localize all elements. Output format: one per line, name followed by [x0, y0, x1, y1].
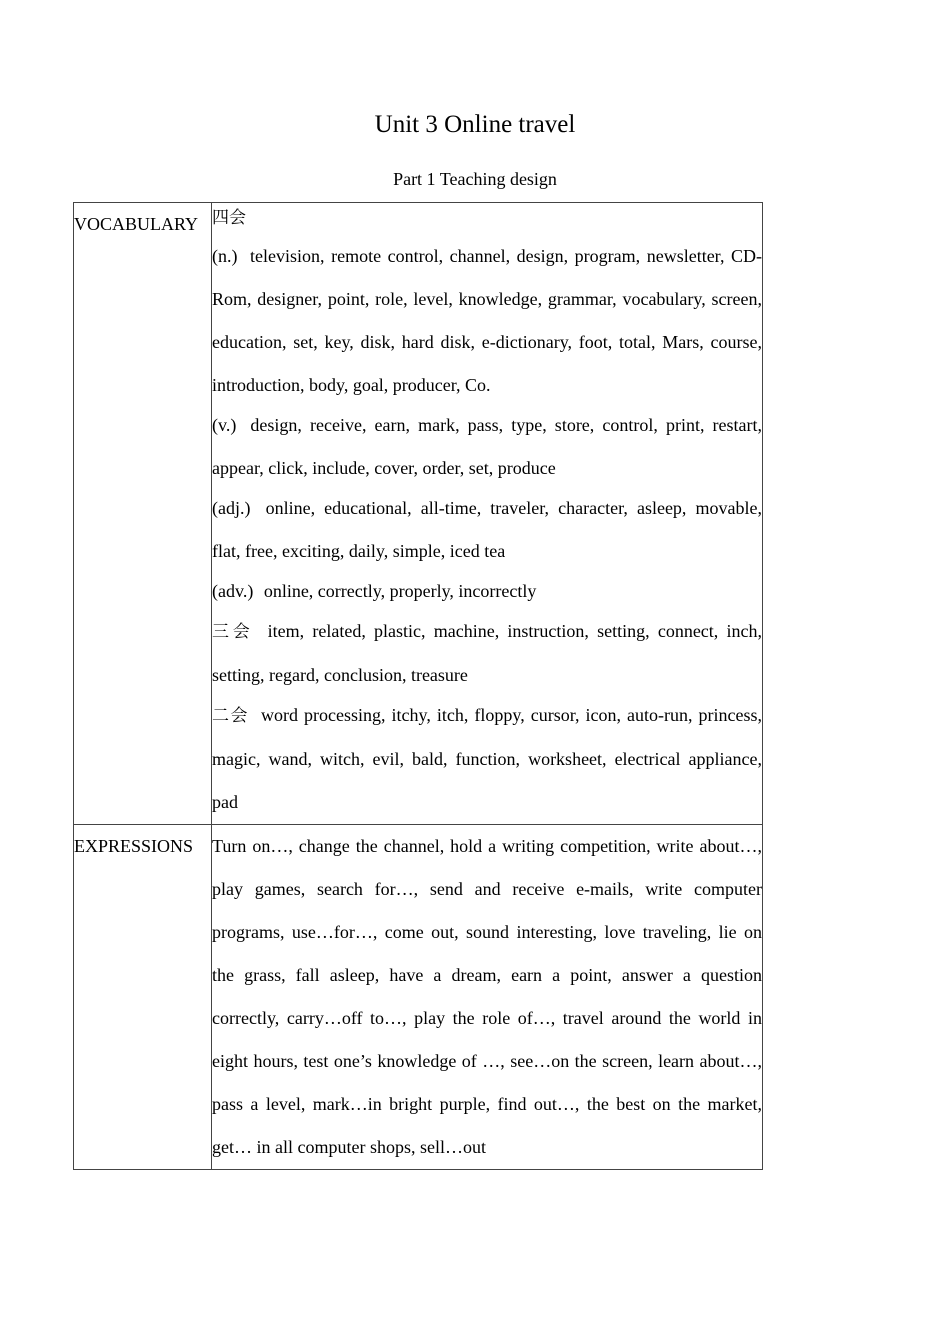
document-title: Unit 3 Online travel — [374, 111, 576, 138]
vocab-text-adjectives: online, educational, all-time, traveler, character, asleep, movable, flat, free, exciting, daily, simple, iced tea — [212, 498, 763, 561]
expressions-text: Turn on…, change the channel, hold a writing competition, write about…, play games, search for…, send and receive e-mails, write computer programs, use…for…, come out, sound interesting, love traveling, lie on the grass, fall asleep, have a dream, earn a point, answer a question correctly, carry…off to…, play the role of…, travel around the world in eight hours, test one’s knowledge of …, see…on the screen, learn about…, pass a level, mark…in bright purple, find out…, the best on the market, get… in all computer shops, sell…out — [212, 836, 762, 1157]
vocab-section-adverbs — [212, 570, 762, 613]
vocab-text-adverbs: online, correctly, properly, incorrectly — [263, 581, 537, 601]
vocab-section-verbs — [212, 404, 762, 490]
row-label-vocabulary: VOCABULARY — [74, 203, 212, 825]
teaching-design-table — [73, 202, 763, 1170]
vocab-text-three-skill: item, related, plastic, machine, instruction, setting, connect, inch, setting, regard, conclusion, treasure — [212, 621, 763, 685]
vocab-text-nouns: television, remote control, channel, design, program, newsletter, CD-Rom, designer, point, role, level, knowledge, grammar, vocabulary, screen, education, set, key, disk, hard disk, e-dictionary, foot, total, Mars, course, introduction, body, goal, producer, Co. — [212, 246, 762, 395]
table-row-expressions — [74, 825, 763, 1170]
vocab-section-adjectives — [212, 487, 762, 573]
vocab-text-two-skill: word processing, itchy, itch, floppy, cursor, icon, auto-run, princess, magic, wand, witch, evil, bald, function, worksheet, electrical appliance, pad — [212, 705, 762, 812]
vocab-tag-three-skill: 三会 — [212, 622, 254, 642]
vocab-text-verbs: design, receive, earn, mark, pass, type, store, control, print, restart, appear, click, include, cover, order, set, produce — [212, 415, 763, 478]
row-content-expressions — [212, 825, 763, 1170]
document-subtitle: Part 1 Teaching design — [393, 169, 557, 189]
row-content-vocabulary — [212, 203, 763, 825]
vocab-tag-verbs: (v.) — [212, 415, 237, 435]
vocab-tag-four-skill: 四会 — [212, 208, 246, 228]
vocab-section-nouns — [212, 235, 762, 407]
vocab-tag-two-skill: 二会 — [212, 706, 250, 726]
vocab-tag-adjectives: (adj.) — [212, 498, 251, 518]
vocab-section-four-skill — [212, 203, 762, 232]
vocab-section-two-skill — [212, 694, 762, 824]
row-label-expressions: EXPRESSIONS — [74, 825, 212, 1170]
vocab-section-three-skill — [212, 610, 762, 697]
vocab-tag-adverbs: (adv.) — [212, 581, 254, 601]
vocab-tag-nouns: (n.) — [212, 246, 238, 266]
table-row-vocabulary — [74, 203, 763, 825]
